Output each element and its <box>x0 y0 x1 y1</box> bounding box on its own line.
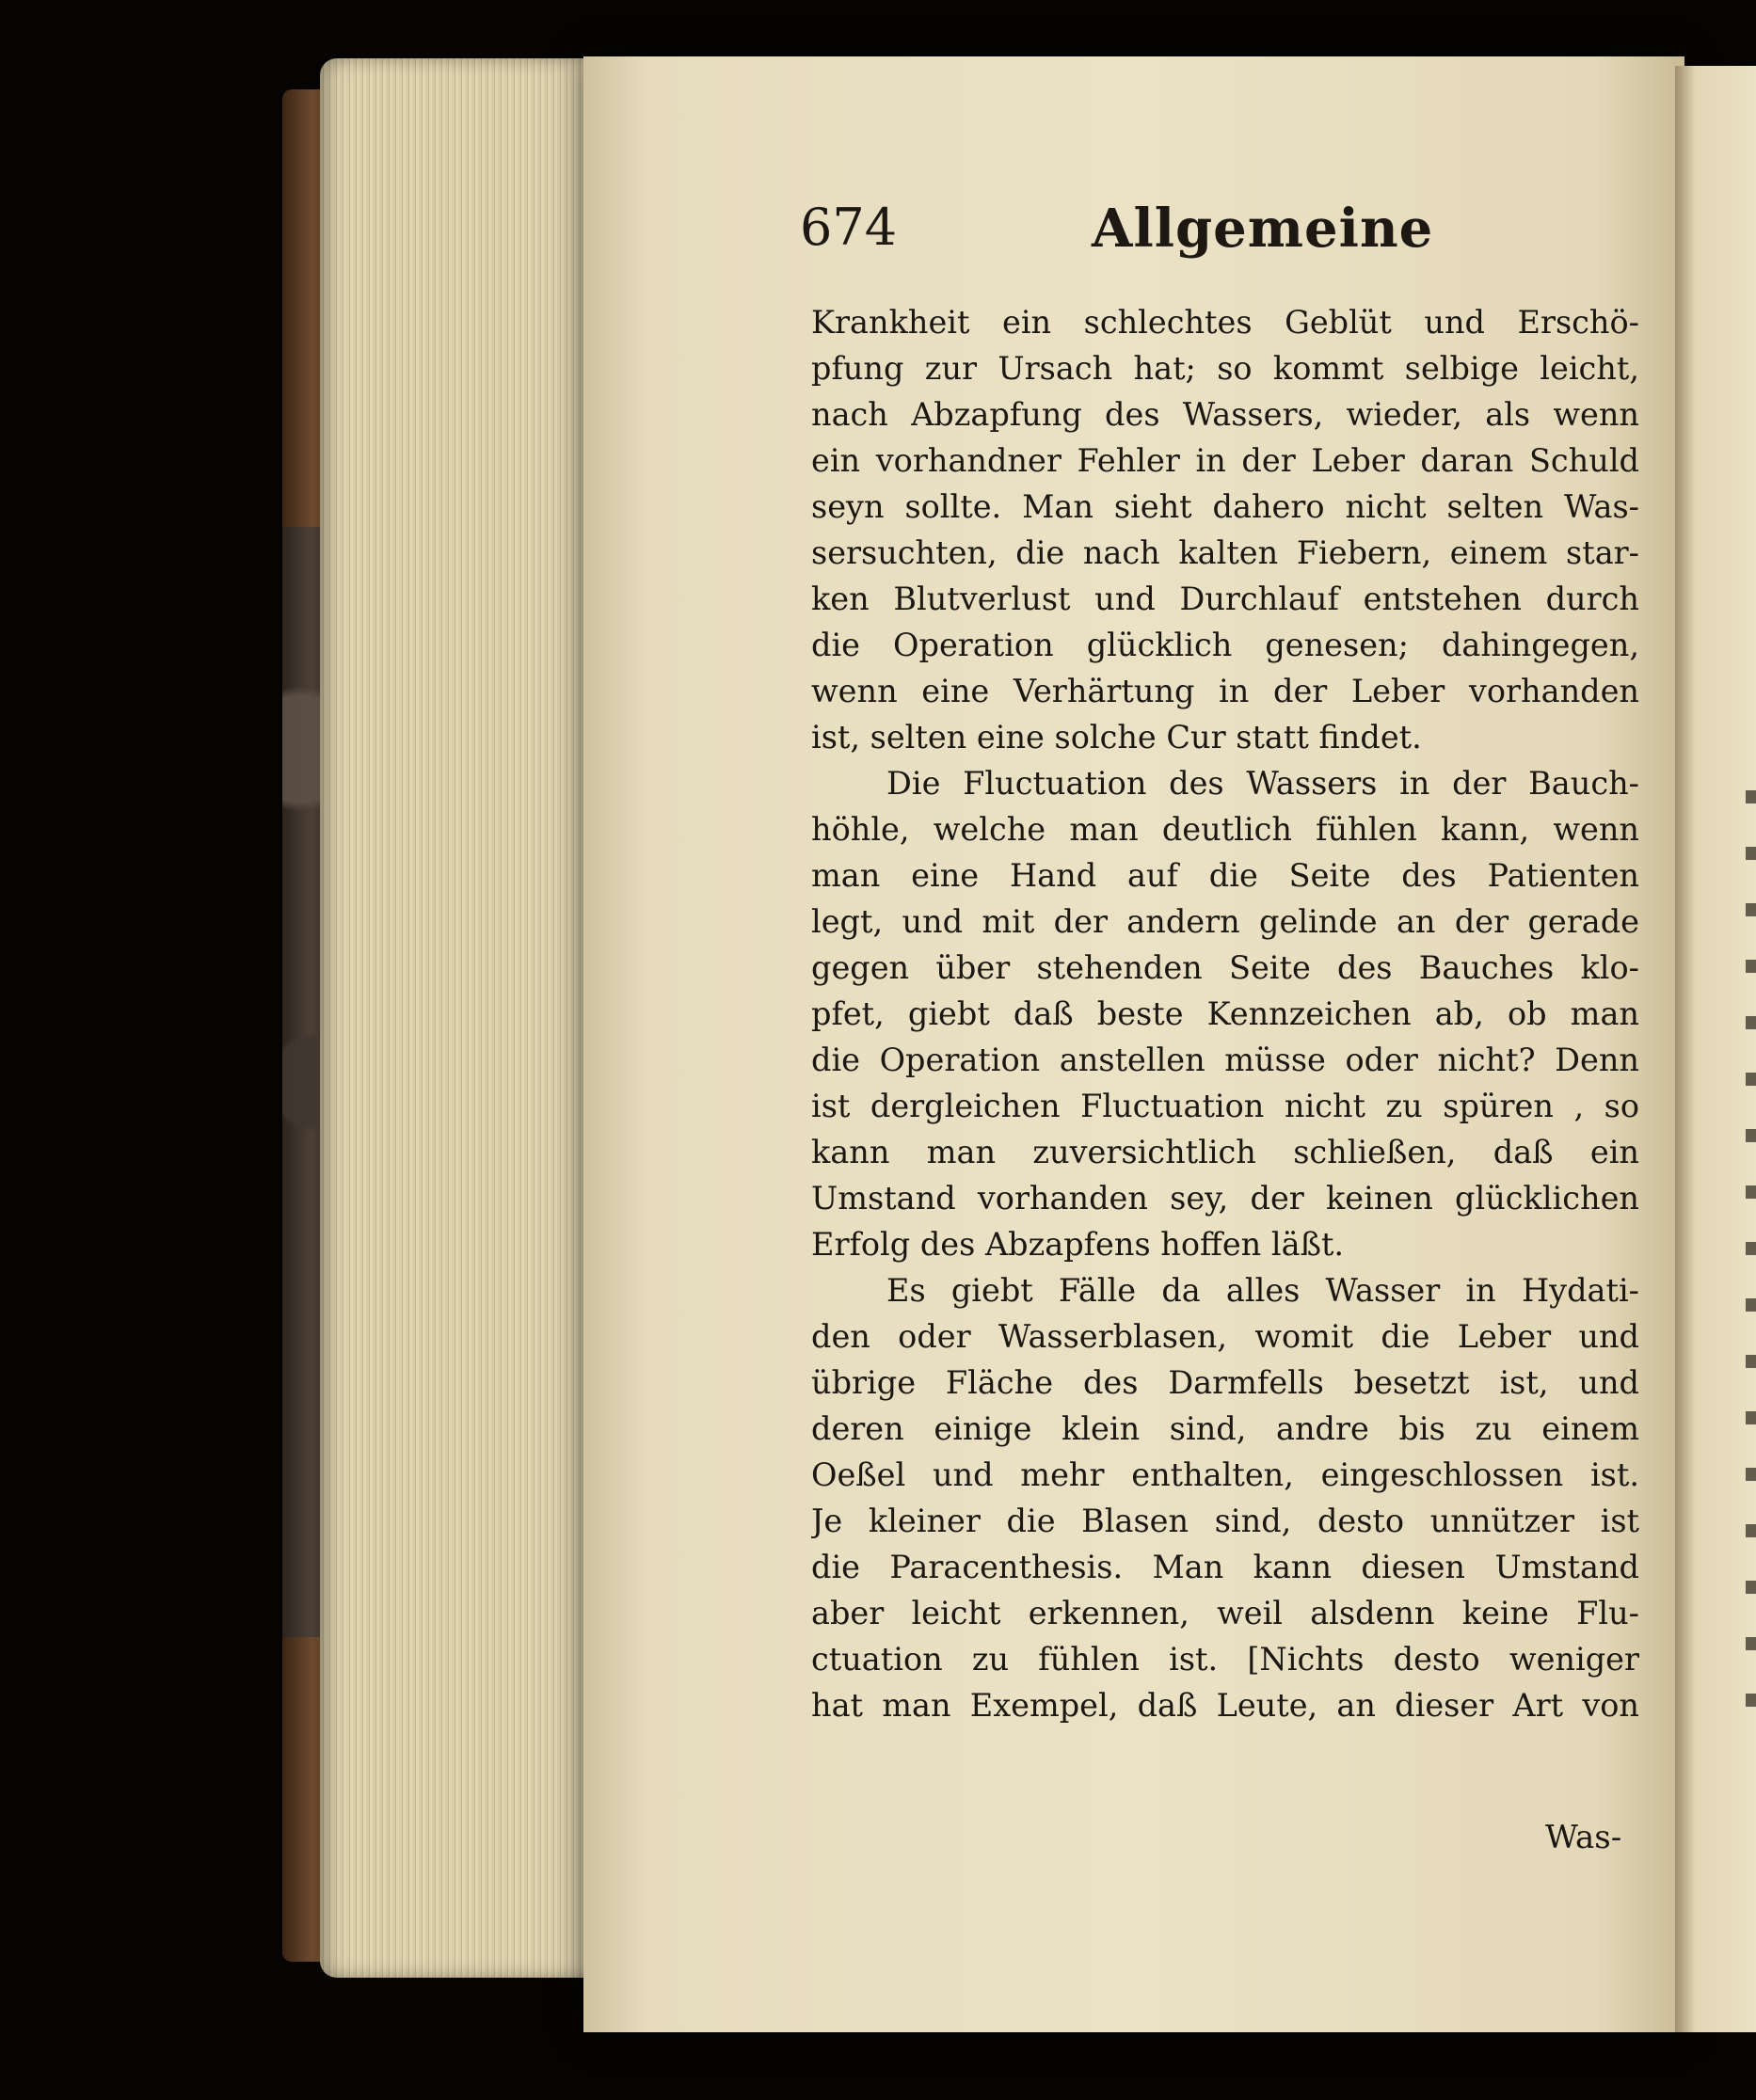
text-line: sersuchten, die nach kalten Fiebern, einem star- <box>811 534 1639 571</box>
body-text <box>811 299 1639 1728</box>
text-line: die Operation anstellen müsse oder nicht? Denn <box>811 1042 1639 1078</box>
paragraph-start-line: Es giebt Fälle da alles Wasser in Hydati- <box>886 1272 1639 1309</box>
paragraph-start-line: Die Fluctuation des Wassers in der Bauch- <box>886 765 1639 802</box>
text-line: höhle, welche man deutlich fühlen kann, wenn <box>811 811 1639 848</box>
text-line: pfet, giebt daß beste Kennzeichen ab, ob man <box>811 995 1639 1032</box>
text-line: wenn eine Verhärtung in der Leber vorhanden <box>811 673 1639 709</box>
page-header <box>800 198 1434 273</box>
text-line: den oder Wasserblasen, womit die Leber und <box>811 1318 1639 1355</box>
text-line: man eine Hand auf die Seite des Patienten <box>811 857 1639 894</box>
text-line: übrige Fläche des Darmfells besetzt ist, und <box>811 1364 1639 1401</box>
catchword: Was- <box>1545 1819 1622 1856</box>
text-line: ein vorhandner Fehler in der Leber daran Schuld <box>811 442 1639 479</box>
text-line: seyn sollte. Man sieht dahero nicht selten Was- <box>811 488 1639 525</box>
text-line: ken Blutverlust und Durchlauf entstehen durch <box>811 581 1639 617</box>
text-line: Je kleiner die Blasen sind, desto unnützer ist <box>811 1503 1639 1539</box>
page-edges <box>320 58 602 1978</box>
facing-page <box>1675 66 1756 2032</box>
text-line: ist, selten eine solche Cur statt findet. <box>811 719 1422 756</box>
text-line: die Operation glücklich genesen; dahingegen, <box>811 627 1639 663</box>
text-line: aber leicht erkennen, weil alsdenn keine Flu- <box>811 1595 1639 1631</box>
page-number: 674 <box>800 198 898 257</box>
running-head: Allgemeine <box>1092 198 1434 260</box>
text-line: ctuation zu fühlen ist. [Nichts desto weniger <box>811 1641 1639 1678</box>
text-line: gegen über stehenden Seite des Bauches klo- <box>811 949 1639 986</box>
text-line: kann man zuversichtlich schließen, daß ein <box>811 1134 1639 1170</box>
facing-page-text-edge <box>1746 790 1756 1731</box>
text-line: deren einige klein sind, andre bis zu einem <box>811 1410 1639 1447</box>
text-line: nach Abzapfung des Wassers, wieder, als wenn <box>811 396 1639 433</box>
text-line: die Paracenthesis. Man kann diesen Umstand <box>811 1549 1639 1585</box>
text-line: Oeßel und mehr enthalten, eingeschlossen ist. <box>811 1456 1639 1493</box>
text-line: pfung zur Ursach hat; so kommt selbige leicht, <box>811 350 1639 387</box>
text-line: Krankheit ein schlechtes Geblüt und Erschö- <box>811 304 1639 341</box>
text-line: legt, und mit der andern gelinde an der gerade <box>811 903 1639 940</box>
text-line: ist dergleichen Fluctuation nicht zu spüren , so <box>811 1088 1639 1124</box>
text-line: Umstand vorhanden sey, der keinen glücklichen <box>811 1180 1639 1217</box>
text-line: hat man Exempel, daß Leute, an dieser Art von <box>811 1687 1639 1724</box>
text-line: Erfolg des Abzapfens hoffen läßt. <box>811 1226 1345 1263</box>
